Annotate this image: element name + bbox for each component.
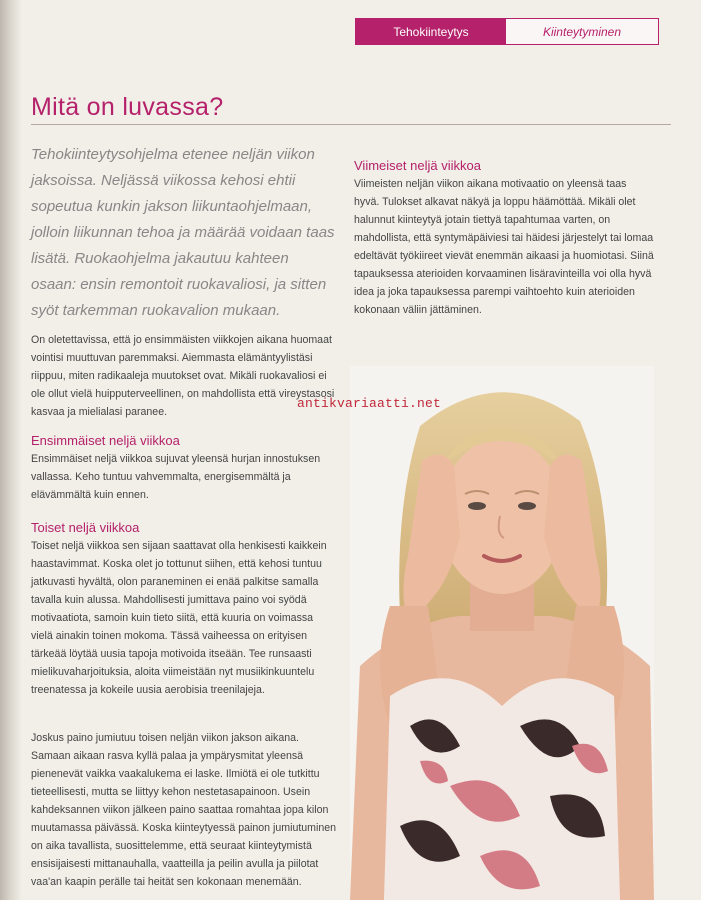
section-text-first: Ensimmäiset neljä viikkoa sujuvat yleensä hurjan innostuksen vallassa. Keho tuntuu vahvemmalta, energisemmältä ja elävämmältä kuin ennen. — [31, 453, 321, 501]
page-title: Mitä on luvassa? — [31, 93, 224, 121]
section-text-last: Viimeisten neljän viikon aikana motivaatio on yleensä taas hyvä. Tulokset alkavat näkyä ja loppu häämöttää. Mikäli olet halunnut kiinteytyä jotain tiettyä tapahtumaa varten, on mahdollista, että syntymäpäiviesi tai häidesi järjestelyt tai lomaa edeltävät työkiireet vievät enemmän aikaasi ja huomiotasi. Siinä tapauksessa aterioiden korvaaminen lisäravinteilla voi olla hyvä idea ja joka tapauksessa parempi vaihtoehto kuin aterioiden kokonaan väliin jättäminen. — [354, 178, 654, 316]
page-binding-shadow — [0, 0, 22, 900]
watermark: antikvariaatti.net — [297, 396, 442, 411]
section-heading-first: Ensimmäiset neljä viikkoa — [31, 433, 180, 448]
tab-kiinteytyminen[interactable]: Kiinteytyminen — [506, 19, 658, 44]
section-second-four-weeks — [31, 519, 337, 699]
woman-photo — [350, 366, 654, 900]
woman-illustration — [350, 366, 654, 900]
title-divider — [31, 124, 671, 125]
section-text-second: Toiset neljä viikkoa sen sijaan saattavat olla henkisesti kaikkein haastavimmat. Koska olet jo tottunut siihen, että kehosi tuntuu jatkuvasti hyvältä, olon paraneminen ei enää palkitse samalla tavalla kuin alussa. Mahdollisesti jumittava paino voi syödä motivaatiota, samoin kuin tieto siitä, että kuuria on voimassa vielä ainakin toinen mokoma. Tässä vaiheessa on erityisen tärkeää löytää uusia tapoja motivoida itseään. Tee runsaasti mielikuvaharjoituksia, aloita viimeistään nyt musiikinkuuntelu treenatessa ja kokeile uusia aerobisia treenilajeja. — [31, 540, 327, 696]
paragraph-1: On oletettavissa, että jo ensimmäisten viikkojen aikana huomaat vointisi muuttuvan paremmaksi. Aiemmasta elämäntyylistäsi riippuu, miten radikaaleja muutokset ovat. Mikäli ruokavaliosi ei ole ollut vielä huipputerveellinen, on mahdollista että vireystasosi kasvaa ja mielialasi paranee. — [31, 334, 335, 418]
section-heading-last: Viimeiset neljä viikkoa — [354, 158, 481, 173]
intro-paragraph: Tehokiinteytysohjelma etenee neljän viikon jaksoissa. Neljässä viikossa kehosi ehtii sopeutua kunkin jakson liikuntaohjelmaan, jolloin liikunnan tehoa ja määrää voidaan taas lisätä. Ruokaohjelma jakautuu kahteen osaan: ensin remontoit ruokavaliosi, ja sitten syöt tarkemman ruokavalion mukaan. — [31, 146, 335, 319]
section-last-four-weeks — [354, 157, 654, 319]
tab-tehokiinteytys[interactable]: Tehokiinteytys — [356, 19, 506, 44]
paragraph-plateau: Joskus paino jumiutuu toisen neljän viikon jakson aikana. Samaan aikaan rasva kyllä palaa ja ympärysmitat yleensä pienenevät vaikka vaakalukema ei laske. Ilmiötä ei ole tutkittu tieteellisesti, mutta se liittyy kehon nestetasapainoon. Usein kahdeksannen viikon jälkeen paino saattaa romahtaa jopa kilon muutamassa päivässä. Koska kiinteytyessä painon jumiutuminen on aika tavallista, suosittelemme, että seuraat kiinteytymistä ensisijaisesti mittanauhalla, vaatteilla ja peilin avulla ja piilotat vaa'an kaapin perälle tai heität sen kokonaan menemään. — [31, 732, 337, 888]
section-tabs — [355, 18, 659, 45]
section-heading-second: Toiset neljä viikkoa — [31, 520, 140, 535]
section-first-four-weeks — [31, 432, 337, 504]
